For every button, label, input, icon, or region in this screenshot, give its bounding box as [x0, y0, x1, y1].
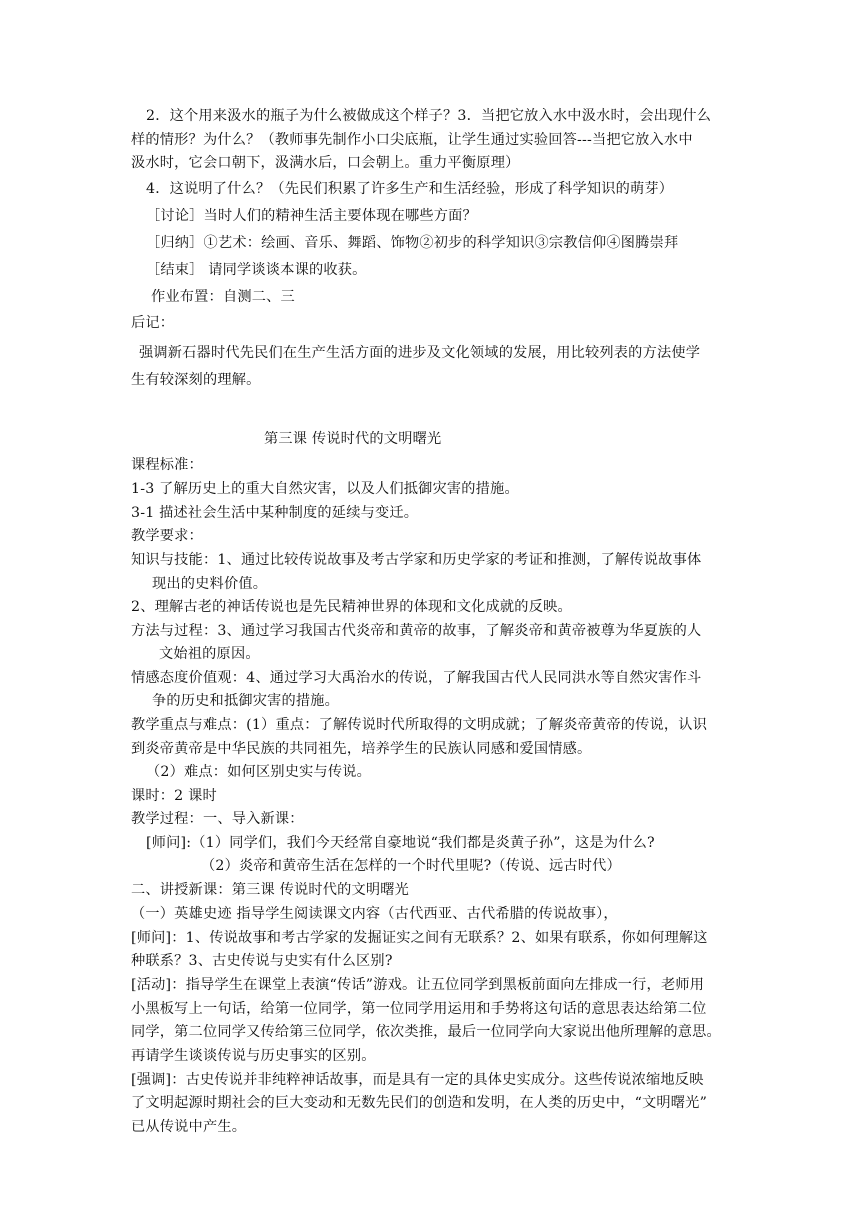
emphasis-line-1: [强调]：古史传说并非纯粹神话故事，而是具有一定的具体史实成分。这些传说浓缩地反映 — [131, 1072, 704, 1088]
curriculum-standard-heading: 课程标准： — [131, 457, 203, 473]
question-2-line-1: 2．这个用来汲水的瓶子为什么被做成这个样子？3．当把它放入水中汲水时，会出现什么 — [146, 108, 712, 124]
activity-line-1: [活动]：指导学生在课堂上表演“传话”游戏。让五位同学到黑板前面向左排成一行，老师用 — [131, 977, 705, 993]
postscript-line-2: 生有较深刻的理解。 — [131, 372, 261, 388]
key-points-line-1: 教学重点与难点：(1）重点：了解传说时代所取得的文明成就；了解炎帝黄帝的传说，认识 — [131, 717, 708, 733]
knowledge-skills-line-2: 现出的史料价值。 — [152, 576, 268, 592]
postscript-line-1: 强调新石器时代先民们在生产生活方面的进步及文化领域的发展，用比较列表的方法使学 — [139, 345, 701, 361]
activity-line-2: 小黑板写上一句话，给第一位同学，第一位同学用运用和手势将这句话的意思表达给第二位 — [131, 1001, 707, 1017]
postscript-heading: 后记： — [131, 315, 175, 331]
activity-line-4: 再请学生谈谈传说与历史事实的区别。 — [131, 1048, 376, 1064]
emotion-values-line-1: 情感态度价值观：4、通过学习大禹治水的传说，了解我国古代人民同洪水等自然灾害作斗 — [131, 670, 702, 686]
new-lesson-line: 二、讲授新课：第三课 传说时代的文明曙光 — [131, 882, 410, 898]
teacher-question-3-line-1: [师问]：1、传说故事和考古学家的发掘证实之间有无联系？2、如果有联系，你如何理解这 — [131, 930, 708, 946]
difficulty-line: （2）难点：如何区别史实与传说。 — [146, 764, 372, 780]
summary-line: ［归纳］①艺术：绘画、音乐、舞蹈、饰物②初步的科学知识③宗教信仰④图腾崇拜 — [146, 235, 679, 251]
teacher-question-2: （2）炎帝和黄帝生活在怎样的一个时代里呢?（传说、远古时代） — [201, 858, 621, 874]
teaching-requirements-heading: 教学要求： — [131, 528, 203, 544]
method-process-line-1: 方法与过程：3、通过学习我国古代炎帝和黄帝的故事，了解炎帝和黄帝被尊为华夏族的人 — [131, 623, 702, 639]
question-2-line-2: 样的情形？为什么？（教师事先制作小口尖底瓶，让学生通过实验回答---当把它放入水中 — [131, 132, 693, 148]
activity-line-3: 同学，第二位同学又传给第三位同学，依次类推，最后一位同学向大家说出他所理解的意思。 — [131, 1024, 721, 1040]
homework-line: 作业布置：自测二、三 — [151, 289, 295, 305]
teacher-question-1: [师问]:（1）同学们，我们今天经常自豪地说“我们都是炎黄子孙”，这是为什么? — [146, 835, 655, 851]
ending-line: ［结束］ 请同学谈谈本课的收获。 — [146, 262, 367, 278]
lesson-title: 第三课 传说时代的文明曙光 — [264, 431, 442, 447]
emphasis-line-2: 了文明起源时期社会的巨大变动和无数先民们的创造和发明，在人类的历史中，“文明曙光” — [131, 1095, 708, 1111]
question-4-line: 4．这说明了什么？（先民们积累了许多生产和生活经验，形成了科学知识的萌芽） — [146, 181, 674, 197]
emotion-values-line-2: 争的历史和抵御灾害的措施。 — [152, 693, 340, 709]
standard-1-3: 1-3 了解历史上的重大自然灾害，以及人们抵御灾害的措施。 — [131, 481, 519, 497]
method-process-line-2: 文始祖的原因。 — [159, 646, 260, 662]
teacher-question-3-line-2: 种联系？3、古史传说与史实有什么区别? — [131, 953, 393, 969]
heroic-deeds-line: （一）英雄史迹 指导学生阅读课文内容（古代西亚、古代希腊的传说故事）， — [131, 906, 618, 922]
knowledge-skills-line-1: 知识与技能：1、通过比较传说故事及考古学家和历史学家的考证和推测，了解传说故事体 — [131, 552, 702, 568]
requirement-2: 2、理解古老的神话传说也是先民精神世界的体现和文化成就的反映。 — [131, 599, 572, 615]
question-2-line-3: 汲水时，它会口朝下，汲满水后，口会朝上。重力平衡原理） — [131, 155, 520, 171]
emphasis-line-3: 已从传说中产生。 — [131, 1119, 247, 1135]
standard-3-1: 3-1 描述社会生活中某种制度的延续与变迁。 — [131, 505, 419, 521]
teaching-process-line: 教学过程：一、导入新课： — [131, 811, 304, 827]
discussion-line: ［讨论］当时人们的精神生活主要体现在哪些方面？ — [146, 208, 477, 224]
class-hours-line: 课时：2 课时 — [131, 788, 217, 804]
key-points-line-2: 到炎帝黄帝是中华民族的共同祖先，培养学生的民族认同感和爱国情感。 — [131, 741, 592, 757]
